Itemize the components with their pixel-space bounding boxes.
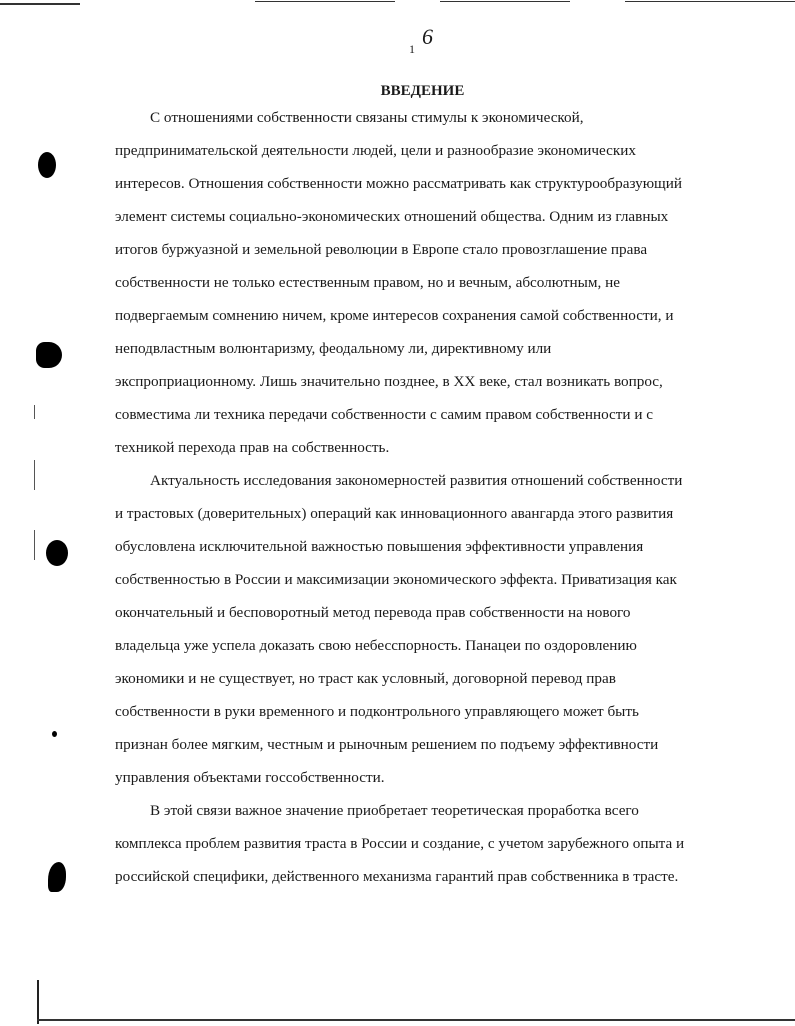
scan-edge-line — [255, 1, 395, 2]
scan-edge-line — [625, 1, 795, 2]
scan-edge-line — [34, 405, 35, 419]
text-line: экспроприационному. Лишь значительно позднее, в XX веке, стал возникать вопрос, — [115, 373, 663, 390]
text-line: комплекса проблем развития траста в России и создание, с учетом зарубежного опыта и — [115, 835, 685, 852]
scan-edge-line — [440, 1, 570, 2]
text-line: предпринимательской деятельности людей, цели и разнообразие экономических — [115, 142, 636, 159]
text-line: собственностью в России и максимизации экономического эффекта. Приватизация как — [115, 571, 677, 588]
scan-edge-line — [34, 460, 35, 490]
punch-hole-mark — [46, 540, 68, 566]
punch-hole-mark — [38, 152, 56, 178]
text-line: Актуальность исследования закономерностей развития отношений собственности — [150, 472, 683, 489]
text-line: и трастовых (доверительных) операций как инновационного авангарда этого развития — [115, 505, 674, 522]
text-line: неподвластным волюнтаризму, феодальному ли, директивному или — [115, 340, 552, 357]
page-number: 1 — [409, 42, 415, 56]
scan-edge-line — [0, 3, 80, 5]
text-line: итогов буржуазной и земельной революции в Европе стало провозглашение права — [115, 241, 648, 258]
text-line: интересов. Отношения собственности можно рассматривать как структурообразующий — [115, 175, 683, 192]
text-line: экономики и не существует, но траст как условный, договорной перевод прав — [115, 670, 616, 687]
document-body — [115, 101, 735, 893]
text-line: С отношениями собственности связаны стимулы к экономической, — [150, 109, 584, 126]
text-line: совместима ли техника передачи собственности с самим правом собственности и с — [115, 406, 654, 423]
text-line: собственности не только естественным правом, но и вечным, абсолютным, не — [115, 274, 620, 291]
punch-hole-mark — [52, 731, 57, 737]
text-line: владельца уже успела доказать свою небесспорность. Панацеи по оздоровлению — [115, 637, 637, 654]
handwritten-mark: 6 — [422, 24, 433, 49]
scan-edge-line — [37, 1019, 795, 1021]
text-line: управления объектами госсобственности. — [115, 769, 385, 786]
text-line: признан более мягким, честным и рыночным решением по подъему эффективности — [115, 736, 659, 753]
text-line: окончательный и бесповоротный метод перевода прав собственности на нового — [115, 604, 631, 621]
text-line: собственности в руки временного и подконтрольного управляющего может быть — [115, 703, 639, 720]
text-line: элемент системы социально-экономических отношений общества. Одним из главных — [115, 208, 669, 225]
scan-edge-line — [34, 530, 35, 560]
text-line: обусловлена исключительной важностью повышения эффективности управления — [115, 538, 644, 555]
text-line: техникой перехода прав на собственность. — [115, 439, 390, 456]
text-line: В этой связи важное значение приобретает теоретическая проработка всего — [150, 802, 639, 819]
punch-hole-mark — [48, 862, 66, 892]
text-line: подвергаемым сомнению ничем, кроме интересов сохранения самой собственности, и — [115, 307, 674, 324]
page-title: ВВЕДЕНИЕ — [380, 83, 465, 99]
text-line: российской специфики, действенного механизма гарантий прав собственника в трасте. — [115, 868, 679, 885]
punch-hole-mark — [36, 342, 62, 368]
scan-edge-line — [37, 980, 39, 1024]
